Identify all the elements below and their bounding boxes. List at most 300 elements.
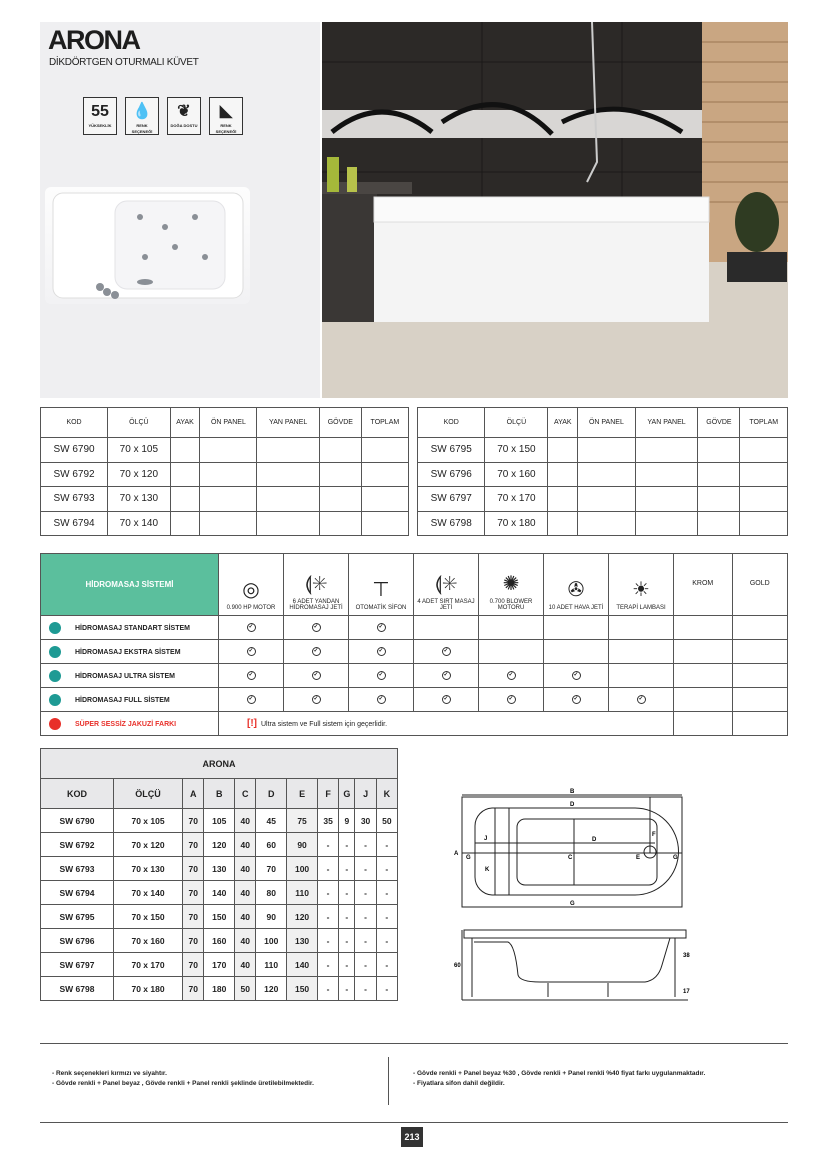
dimension-cell: 60 (256, 833, 287, 857)
price-cell (578, 462, 635, 487)
dimension-table-title: ARONA (41, 749, 398, 779)
dimension-cell: - (317, 833, 338, 857)
feature-column-header (479, 554, 544, 616)
dimension-cell: - (339, 833, 355, 857)
price-cell (257, 438, 319, 463)
column-header: D (256, 779, 287, 809)
price-cell (635, 511, 698, 536)
product-code: SW 6792 (41, 462, 108, 487)
dimension-cell: - (355, 881, 376, 905)
check-icon: ✓ (248, 624, 254, 630)
product-size: 70 x 130 (108, 487, 171, 512)
feature-label: 0.900 HP MOTOR (226, 605, 276, 611)
dimension-cell: - (339, 905, 355, 929)
feature-cell (609, 664, 674, 688)
diagram-label-a: A (454, 851, 459, 857)
dimension-cell: 70 x 180 (113, 977, 182, 1001)
note: - Fiyatlara sifon dahil değildir. (413, 1080, 505, 1087)
price-table-right (417, 407, 788, 536)
dimension-cell: SW 6794 (41, 881, 114, 905)
check-icon: ✓ (313, 648, 319, 654)
product-size: 70 x 120 (108, 462, 171, 487)
krom-cell (674, 616, 733, 640)
check-icon: ✓ (638, 696, 644, 702)
feature-column-header (284, 554, 349, 616)
feature-cell (349, 688, 414, 712)
table-row (41, 833, 398, 857)
price-cell (698, 511, 740, 536)
krom-cell (674, 664, 733, 688)
dimension-cell: SW 6790 (41, 809, 114, 833)
column-header: TOPLAM (740, 408, 788, 438)
table-row (418, 438, 788, 463)
price-cell (635, 438, 698, 463)
dimension-cell: 70 (183, 977, 204, 1001)
dimension-cell: 40 (235, 857, 256, 881)
feature-column-header (414, 554, 479, 616)
column-header: AYAK (170, 408, 200, 438)
feature-cell (479, 616, 544, 640)
dimension-cell: SW 6795 (41, 905, 114, 929)
dimension-cell: 180 (204, 977, 235, 1001)
column-header: A (183, 779, 204, 809)
system-label: HİDROMASAJ STANDART SİSTEM (75, 624, 190, 632)
price-cell (319, 462, 361, 487)
notes-left (52, 1069, 314, 1089)
price-cell (170, 511, 200, 536)
price-cell (740, 462, 788, 487)
dimension-cell: - (317, 953, 338, 977)
price-cell (740, 438, 788, 463)
krom-header: KROM (674, 554, 733, 616)
table-row (41, 511, 409, 536)
price-cell (200, 462, 257, 487)
dimension-cell: - (317, 905, 338, 929)
diagram-label-d: D (592, 837, 597, 843)
price-cell (698, 462, 740, 487)
price-cell (319, 487, 361, 512)
system-row (41, 664, 788, 688)
dimension-cell: - (376, 905, 397, 929)
dimension-cell: 45 (256, 809, 287, 833)
product-title: ARONA (48, 25, 140, 55)
system-row (41, 688, 788, 712)
feature-column-header (219, 554, 284, 616)
dimension-cell: 40 (235, 833, 256, 857)
silent-name (41, 712, 219, 736)
column-header: ÖLÇÜ (108, 408, 171, 438)
column-header: YAN PANEL (257, 408, 319, 438)
price-cell (361, 462, 408, 487)
price-cell (319, 511, 361, 536)
dimension-cell: 50 (235, 977, 256, 1001)
dimension-cell: 90 (256, 905, 287, 929)
price-cell (200, 438, 257, 463)
dimension-cell: 140 (204, 881, 235, 905)
dimension-cell: SW 6792 (41, 833, 114, 857)
dimension-cell: 70 x 160 (113, 929, 182, 953)
dimension-cell: 9 (339, 809, 355, 833)
blower-icon: ✺ (502, 573, 520, 595)
dimension-cell: 70 x 120 (113, 833, 182, 857)
warning-icon: [!] (247, 718, 257, 729)
check-icon: ✓ (378, 672, 384, 678)
dimension-cell: 70 x 140 (113, 881, 182, 905)
feature-badge (83, 97, 117, 135)
price-cell (361, 511, 408, 536)
check-icon: ✓ (313, 696, 319, 702)
dimension-cell: 70 (183, 953, 204, 977)
column-header: KOD (41, 408, 108, 438)
dimension-cell: - (317, 881, 338, 905)
system-row (41, 640, 788, 664)
price-cell (361, 438, 408, 463)
check-icon: ✓ (443, 696, 449, 702)
motor-icon: ◎ (242, 579, 260, 601)
feature-label: RENK SEÇENEĞİ (131, 123, 153, 134)
dimension-cell: 70 x 170 (113, 953, 182, 977)
dimension-cell: - (355, 953, 376, 977)
table-row (41, 438, 409, 463)
table-row (418, 487, 788, 512)
table-header-row (41, 779, 398, 809)
side-leg-label: 17 (683, 989, 690, 995)
bathtub-technical-drawing (440, 775, 710, 1010)
product-code: SW 6790 (41, 438, 108, 463)
feature-cell (414, 688, 479, 712)
feature-cell (284, 616, 349, 640)
diagram-label-c: C (568, 855, 573, 861)
check-icon: ✓ (508, 672, 514, 678)
dimension-cell: SW 6793 (41, 857, 114, 881)
dimension-cell: 70 (183, 809, 204, 833)
dimension-cell: - (355, 857, 376, 881)
dimension-cell: 70 x 130 (113, 857, 182, 881)
system-name (41, 664, 219, 688)
diagram-label-e: E (636, 855, 641, 861)
system-dot-icon (49, 694, 61, 706)
price-cell (548, 462, 578, 487)
eco-leaf-icon: ❦ (177, 103, 191, 120)
side-height-label: 60 (454, 963, 461, 969)
price-cell (361, 487, 408, 512)
feature-cell (609, 616, 674, 640)
column-header: GÖVDE (698, 408, 740, 438)
system-dot-icon (49, 622, 61, 634)
dimension-cell: - (376, 929, 397, 953)
price-cell (319, 438, 361, 463)
dimension-cell: 40 (235, 929, 256, 953)
color-swatch-icon: ◣ (219, 103, 233, 120)
feature-cell (544, 664, 609, 688)
gold-cell (732, 688, 787, 712)
price-cell (698, 487, 740, 512)
dimension-cell: - (376, 977, 397, 1001)
divider (40, 1043, 788, 1044)
water-drop-icon: 💧 (132, 103, 152, 120)
dimension-table (40, 748, 398, 1001)
feature-cell (219, 640, 284, 664)
column-header: KOD (418, 408, 485, 438)
column-header: J (355, 779, 376, 809)
product-code: SW 6796 (418, 462, 485, 487)
table-row (41, 857, 398, 881)
dimension-cell: 40 (235, 809, 256, 833)
column-header: F (317, 779, 338, 809)
dimension-cell: 70 (256, 857, 287, 881)
column-header: G (339, 779, 355, 809)
notes-divider (388, 1057, 389, 1105)
price-cell (740, 487, 788, 512)
dimension-cell: 70 (183, 905, 204, 929)
product-size: 70 x 140 (108, 511, 171, 536)
feature-cell (544, 616, 609, 640)
system-dot-icon (49, 646, 61, 658)
feature-cell (479, 640, 544, 664)
check-icon: ✓ (573, 696, 579, 702)
feature-label: OTOMATİK SİFON (355, 605, 407, 611)
dimension-cell: - (376, 833, 397, 857)
price-cell (635, 462, 698, 487)
table-row (41, 881, 398, 905)
check-icon: ✓ (313, 624, 319, 630)
table-row (41, 977, 398, 1001)
product-size: 70 x 160 (485, 462, 548, 487)
note: - Gövde renkli + Panel beyaz , Gövde renkli + Panel renkli şeklinde üretilebilmektedir. (52, 1080, 314, 1087)
price-cell (200, 487, 257, 512)
dimension-cell: 120 (204, 833, 235, 857)
dimension-cell: 70 x 150 (113, 905, 182, 929)
column-header: ÖLÇÜ (485, 408, 548, 438)
dimension-cell: 70 x 105 (113, 809, 182, 833)
dimension-cell: 130 (287, 929, 318, 953)
diagram-label-b: B (570, 789, 575, 795)
check-icon: ✓ (443, 648, 449, 654)
dimension-cell: SW 6796 (41, 929, 114, 953)
dimension-cell: 80 (256, 881, 287, 905)
column-header: B (204, 779, 235, 809)
price-cell (170, 438, 200, 463)
table-row (41, 953, 398, 977)
feature-cell (219, 616, 284, 640)
bathroom-photo (322, 22, 788, 398)
feature-label: RENK SEÇENEĞİ (215, 123, 237, 134)
dimension-cell: 110 (287, 881, 318, 905)
dimension-cell: - (355, 977, 376, 1001)
note: - Gövde renkli + Panel beyaz %30 , Gövde renkli + Panel renkli %40 fiyat farkı uygulanmaktadır. (413, 1070, 706, 1077)
product-size: 70 x 180 (485, 511, 548, 536)
feature-label: YÜKSEKLİK (88, 123, 112, 128)
product-code: SW 6795 (418, 438, 485, 463)
dimension-cell: 120 (287, 905, 318, 929)
check-icon: ✓ (313, 672, 319, 678)
feature-cell (219, 688, 284, 712)
dimension-cell: 105 (204, 809, 235, 833)
column-header: KOD (41, 779, 114, 809)
feature-badge (167, 97, 201, 135)
siphon-icon: ⊤ (372, 579, 390, 601)
feature-cell (349, 664, 414, 688)
diagram-label-g-left: G (466, 855, 471, 861)
table-row (41, 929, 398, 953)
dimension-cell: 70 (183, 929, 204, 953)
system-name (41, 640, 219, 664)
price-cell (740, 511, 788, 536)
column-header: ÖN PANEL (578, 408, 635, 438)
diagram-label-k: K (485, 867, 490, 873)
dimension-cell: - (339, 929, 355, 953)
hydro-title: HİDROMASAJ SİSTEMİ (41, 554, 219, 616)
dimension-cell: - (339, 881, 355, 905)
product-code: SW 6798 (418, 511, 485, 536)
column-header: ÖLÇÜ (113, 779, 182, 809)
price-cell (170, 487, 200, 512)
diagram-label-g-bottom: G (570, 901, 575, 907)
check-icon: ✓ (443, 672, 449, 678)
dimension-cell: - (376, 857, 397, 881)
note: - Renk seçenekleri kırmızı ve siyahtır. (52, 1070, 167, 1077)
dimension-cell: 40 (235, 953, 256, 977)
dimension-cell: 150 (287, 977, 318, 1001)
gold-cell (732, 640, 787, 664)
column-header: K (376, 779, 397, 809)
table-header-row (41, 408, 409, 438)
gold-header: GOLD (732, 554, 787, 616)
krom-cell (674, 640, 733, 664)
feature-badge (209, 97, 243, 135)
price-cell (578, 511, 635, 536)
bathtub-top-image (45, 187, 250, 304)
price-cell (200, 511, 257, 536)
check-icon: ✓ (378, 648, 384, 654)
silent-note-text: Ultra sistem ve Full sistem için geçerlidir. (261, 721, 388, 728)
dimension-cell: 50 (376, 809, 397, 833)
feature-cell (609, 688, 674, 712)
column-header: AYAK (548, 408, 578, 438)
product-code: SW 6793 (41, 487, 108, 512)
feature-cell (284, 688, 349, 712)
price-cell (257, 462, 319, 487)
system-dot-icon (49, 670, 61, 682)
price-cell (578, 487, 635, 512)
gold-cell (732, 664, 787, 688)
feature-column-header (349, 554, 414, 616)
price-cell (578, 438, 635, 463)
table-row (418, 462, 788, 487)
dimension-cell: 30 (355, 809, 376, 833)
feature-cell (414, 616, 479, 640)
table-header-row (418, 408, 788, 438)
silent-note (219, 712, 674, 736)
feature-column-header (609, 554, 674, 616)
dimension-cell: - (355, 833, 376, 857)
feature-cell (219, 664, 284, 688)
check-icon: ✓ (573, 672, 579, 678)
dimension-cell: 140 (287, 953, 318, 977)
feature-cell (284, 640, 349, 664)
table-row (41, 905, 398, 929)
column-header: TOPLAM (361, 408, 408, 438)
silent-label: SÜPER SESSİZ JAKUZİ FARKI (75, 720, 177, 728)
column-header: GÖVDE (319, 408, 361, 438)
check-icon: ✓ (378, 624, 384, 630)
check-icon: ✓ (378, 696, 384, 702)
table-row (41, 809, 398, 833)
table-title-row (41, 749, 398, 779)
table-header-row (41, 554, 788, 616)
krom-cell (674, 712, 733, 736)
dimension-cell: 90 (287, 833, 318, 857)
dimension-cell: 75 (287, 809, 318, 833)
price-cell (548, 511, 578, 536)
feature-cell (414, 664, 479, 688)
product-size: 70 x 150 (485, 438, 548, 463)
price-cell (257, 487, 319, 512)
feature-badge (125, 97, 159, 135)
feature-cell (349, 616, 414, 640)
dimension-cell: - (339, 977, 355, 1001)
dimension-cell: 170 (204, 953, 235, 977)
dimension-cell: 70 (183, 833, 204, 857)
column-header: ÖN PANEL (200, 408, 257, 438)
check-icon: ✓ (508, 696, 514, 702)
feature-cell (414, 640, 479, 664)
feature-column-header (544, 554, 609, 616)
diagram-label-f: F (652, 832, 656, 838)
dimension-cell: - (376, 953, 397, 977)
dimension-cell: SW 6798 (41, 977, 114, 1001)
hydromassage-system-table (40, 553, 788, 736)
dimension-cell: - (339, 953, 355, 977)
dimension-cell: 130 (204, 857, 235, 881)
dimension-cell: - (317, 929, 338, 953)
feature-label: 6 ADET YANDAN HİDROMASAJ JETİ (289, 599, 343, 611)
product-subtitle: DİKDÖRTGEN OTURMALI KÜVET (49, 57, 199, 68)
notes-right (413, 1069, 705, 1089)
system-name (41, 616, 219, 640)
dimension-cell: - (339, 857, 355, 881)
dimension-cell: 100 (287, 857, 318, 881)
price-table-left (40, 407, 409, 536)
diagram-label-g-right: G (673, 855, 678, 861)
dimension-cell: - (355, 929, 376, 953)
dimension-cell: 120 (256, 977, 287, 1001)
page-number: 213 (401, 1127, 423, 1147)
system-label: HİDROMASAJ FULL SİSTEM (75, 696, 170, 704)
dimension-cell: - (355, 905, 376, 929)
air-jet-icon: ✇ (567, 579, 585, 601)
column-header: E (287, 779, 318, 809)
column-header: YAN PANEL (635, 408, 698, 438)
price-cell (548, 438, 578, 463)
product-size: 70 x 105 (108, 438, 171, 463)
silent-row (41, 712, 788, 736)
dimension-cell: - (317, 977, 338, 1001)
column-header: C (235, 779, 256, 809)
price-cell (170, 462, 200, 487)
product-code: SW 6794 (41, 511, 108, 536)
gold-cell (732, 616, 787, 640)
dimension-cell: SW 6797 (41, 953, 114, 977)
red-dot-icon (49, 718, 61, 730)
gold-cell (732, 712, 787, 736)
divider (40, 1122, 788, 1123)
feature-cell (284, 664, 349, 688)
system-label: HİDROMASAJ EKSTRA SİSTEM (75, 648, 181, 656)
feature-label: 10 ADET HAVA JETİ (548, 605, 604, 611)
price-cell (635, 487, 698, 512)
feature-cell (479, 664, 544, 688)
